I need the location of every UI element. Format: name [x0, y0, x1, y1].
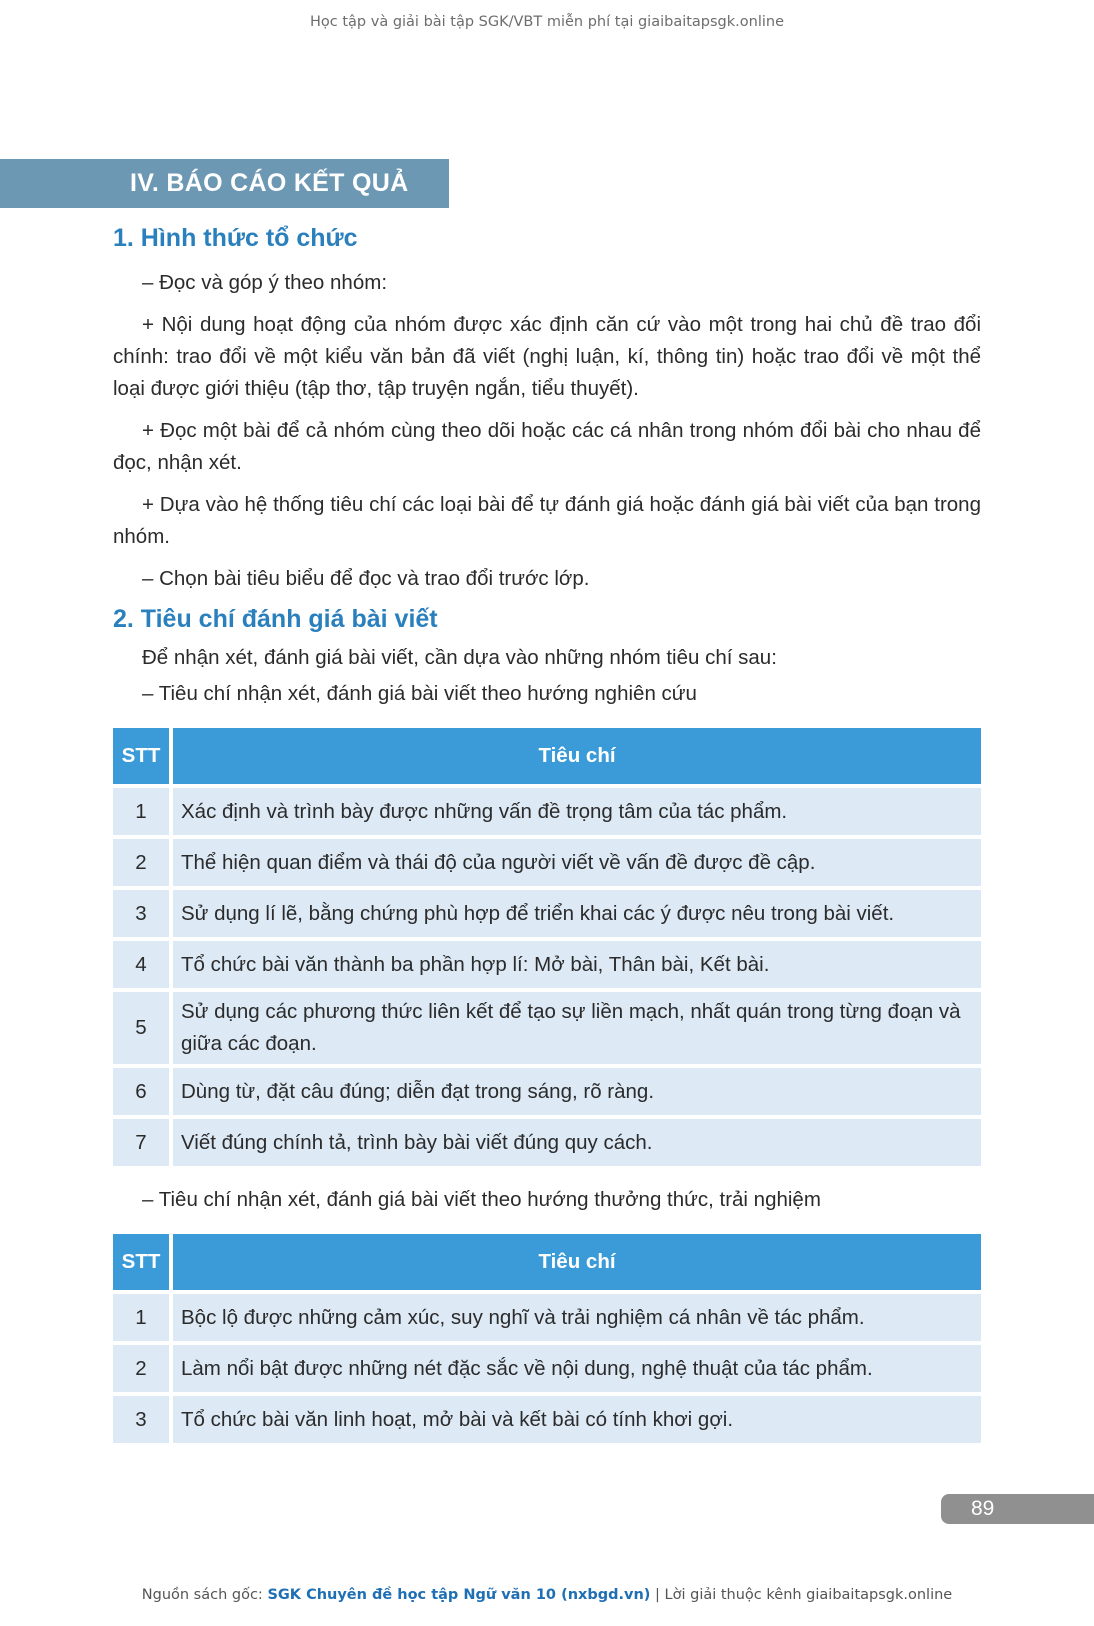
- table-row: [113, 1294, 981, 1341]
- row-number: 4: [113, 941, 173, 988]
- row-criterion: Sử dụng các phương thức liên kết để tạo sự liền mạch, nhất quán trong từng đoạn và giữa các đoạn.: [173, 992, 981, 1064]
- paragraph: – Đọc và góp ý theo nhóm:: [142, 271, 388, 294]
- paragraph: + Đọc một bài để cả nhóm cùng theo dõi hoặc các cá nhân trong nhóm đổi bài cho nhau để đọc, nhận xét.: [113, 419, 981, 474]
- row-criterion: Sử dụng lí lẽ, bằng chứng phù hợp để triển khai các ý được nêu trong bài viết.: [173, 890, 981, 937]
- table-row: [113, 788, 981, 835]
- footer-note: [0, 1587, 1094, 1603]
- table-row: [113, 1345, 981, 1392]
- row-number: 3: [113, 890, 173, 937]
- table-row: [113, 1068, 981, 1115]
- criteria-table-research: [113, 724, 981, 1170]
- table-row: [113, 1119, 981, 1166]
- table-row: [113, 941, 981, 988]
- table-row: [113, 992, 981, 1064]
- footer-prefix: Nguồn sách gốc:: [141, 1587, 268, 1603]
- part2-heading: 2. Tiêu chí đánh giá bài viết: [113, 605, 438, 633]
- table-row: [113, 1396, 981, 1443]
- column-header-criteria: Tiêu chí: [173, 1234, 981, 1290]
- row-criterion: Làm nổi bật được những nét đặc sắc về nội dung, nghệ thuật của tác phẩm.: [173, 1345, 981, 1392]
- paragraph: – Chọn bài tiêu biểu để đọc và trao đổi trước lớp.: [142, 567, 590, 590]
- column-header-stt: STT: [113, 1234, 173, 1290]
- row-criterion: Bộc lộ được những cảm xúc, suy nghĩ và trải nghiệm cá nhân về tác phẩm.: [173, 1294, 981, 1341]
- row-criterion: Dùng từ, đặt câu đúng; diễn đạt trong sáng, rõ ràng.: [173, 1068, 981, 1115]
- group2-label: – Tiêu chí nhận xét, đánh giá bài viết theo hướng thưởng thức, trải nghiệm: [142, 1188, 821, 1211]
- row-number: 1: [113, 1294, 173, 1341]
- footer-source-link[interactable]: SGK Chuyên đề học tập Ngữ văn 10 (nxbgd.vn): [267, 1587, 651, 1603]
- row-criterion: Viết đúng chính tả, trình bày bài viết đúng quy cách.: [173, 1119, 981, 1166]
- part1-heading: 1. Hình thức tổ chức: [113, 224, 358, 252]
- row-number: 1: [113, 788, 173, 835]
- row-number: 5: [113, 992, 173, 1064]
- row-number: 6: [113, 1068, 173, 1115]
- row-criterion: Tổ chức bài văn thành ba phần hợp lí: Mở bài, Thân bài, Kết bài.: [173, 941, 981, 988]
- page-number: 89: [941, 1494, 1094, 1524]
- table-row: [113, 890, 981, 937]
- group1-label: – Tiêu chí nhận xét, đánh giá bài viết theo hướng nghiên cứu: [142, 682, 697, 705]
- column-header-criteria: Tiêu chí: [173, 728, 981, 784]
- row-number: 7: [113, 1119, 173, 1166]
- row-number: 3: [113, 1396, 173, 1443]
- paragraph: + Dựa vào hệ thống tiêu chí các loại bài để tự đánh giá hoặc đánh giá bài viết của bạn trong nhóm.: [113, 493, 981, 548]
- top-note: Học tập và giải bài tập SGK/VBT miễn phí tại giaibaitapsgk.online: [310, 14, 784, 30]
- paragraph: + Nội dung hoạt động của nhóm được xác định căn cứ vào một trong hai chủ đề trao đổi chính: trao đổi về một kiểu văn bản đã viết (nghị luận, kí, thông tin) hoặc trao đổi về một thể loại được giới thiệu (tập thơ, tập truyện ngắn, tiểu thuyết).: [113, 313, 981, 400]
- table-row: [113, 839, 981, 886]
- row-number: 2: [113, 1345, 173, 1392]
- part2-intro: Để nhận xét, đánh giá bài viết, cần dựa vào những nhóm tiêu chí sau:: [142, 646, 777, 669]
- content: [113, 220, 981, 1461]
- row-criterion: Thể hiện quan điểm và thái độ của người viết về vấn đề được đề cập.: [173, 839, 981, 886]
- criteria-table-appreciation: [113, 1230, 981, 1447]
- row-criterion: Tổ chức bài văn linh hoạt, mở bài và kết bài có tính khơi gợi.: [173, 1396, 981, 1443]
- footer-suffix: | Lời giải thuộc kênh giaibaitapsgk.online: [650, 1587, 953, 1603]
- row-number: 2: [113, 839, 173, 886]
- section-title: IV. BÁO CÁO KẾT QUẢ: [0, 159, 449, 208]
- row-criterion: Xác định và trình bày được những vấn đề trọng tâm của tác phẩm.: [173, 788, 981, 835]
- column-header-stt: STT: [113, 728, 173, 784]
